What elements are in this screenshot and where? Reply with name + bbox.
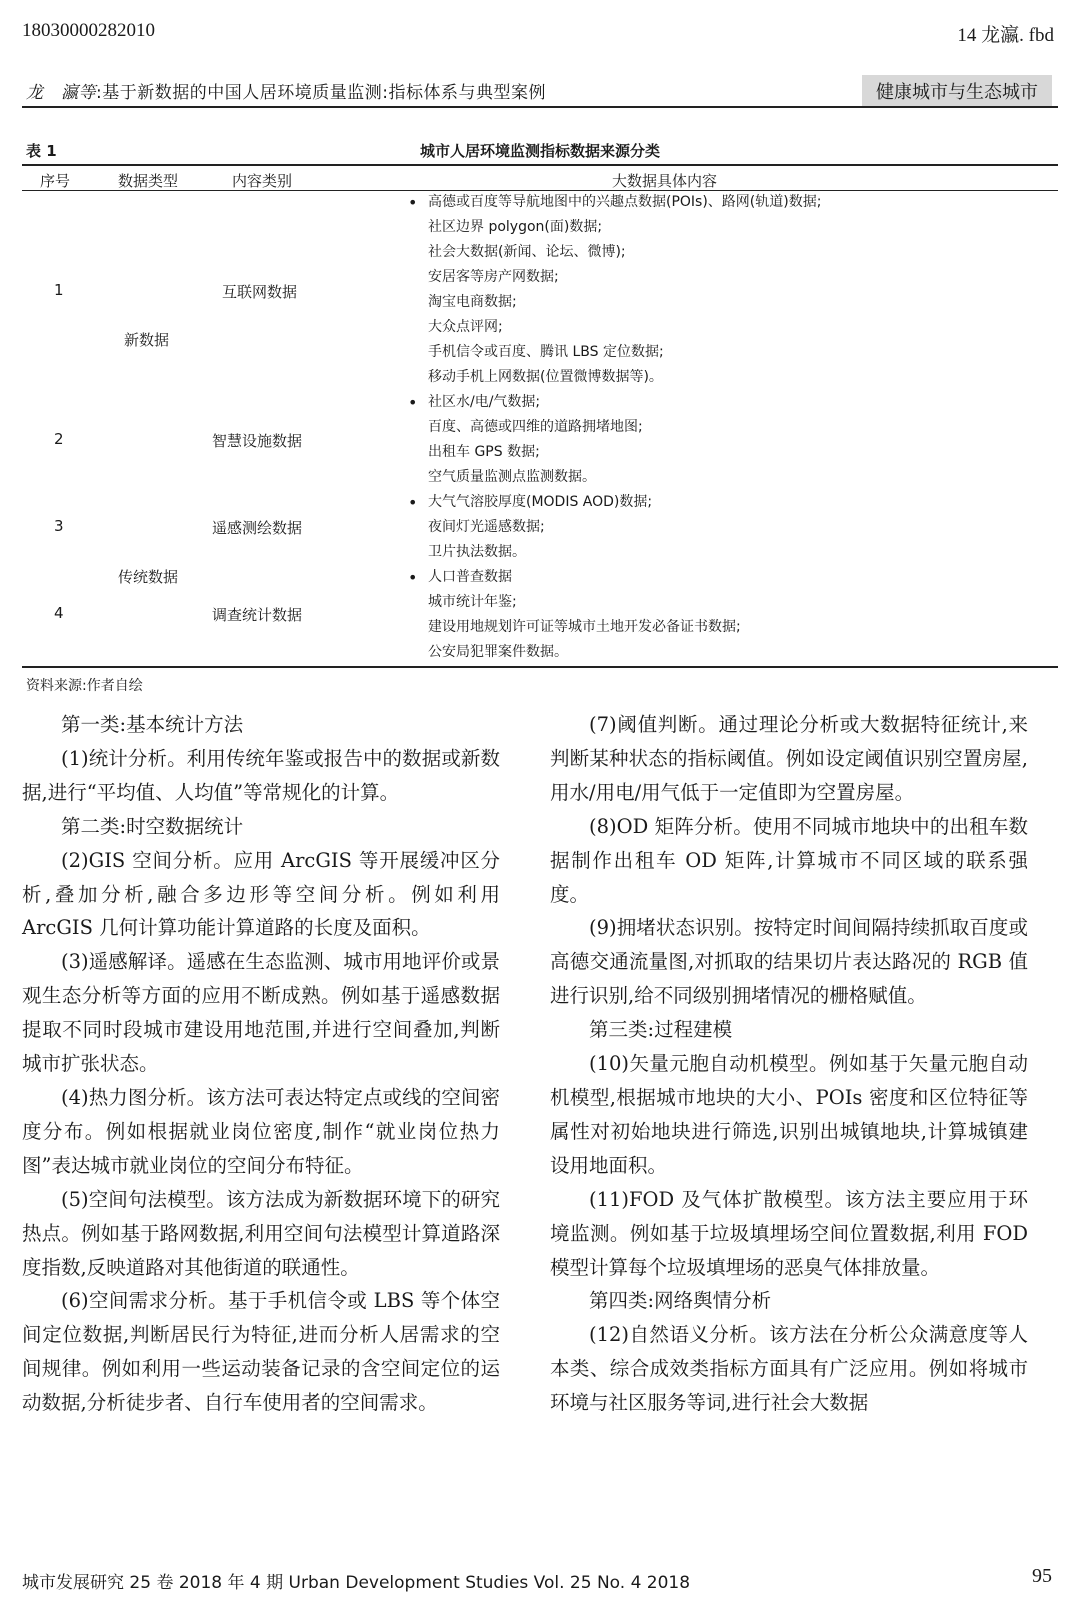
content-category: 互联网数据	[222, 283, 298, 301]
content-line: 大众点评网;	[428, 319, 503, 335]
paragraph: (6)空间需求分析。基于手机信令或 LBS 等个体空间定位数据,判断居民行为特征,进而分析人居需求的空间规律。例如利用一些运动装备记录的含空间定位的运动数据,分析徒步者、自行车使用者的空间需求。	[22, 1289, 500, 1415]
paragraph: (2)GIS 空间分析。应用 ArcGIS 等开展缓冲区分析,叠加分析,融合多边形等空间分析。例如利用 ArcGIS 几何计算功能计算道路的长度及面积。	[22, 848, 500, 940]
section-heading: 第三类:过程建模	[589, 1018, 733, 1042]
content-line: 卫片执法数据。	[428, 544, 526, 560]
table-bottom-rule	[22, 666, 1058, 668]
col-header-type: 数据类型	[118, 172, 179, 190]
paragraph: (9)拥堵状态识别。按特定时间间隔持续抓取百度或高德交通流量图,对抓取的结果切片表达路况的 RGB 值进行识别,给不同级别拥堵情况的栅格赋值。	[550, 916, 1028, 1008]
content-line: 公安局犯罪案件数据。	[428, 644, 568, 660]
content-line: 空气质量监测点监测数据。	[428, 469, 596, 485]
document-id: 18030000282010	[22, 20, 155, 41]
journal-footer: 城市发展研究 25 卷 2018 年 4 期 Urban Development Studies Vol. 25 No. 4 2018	[22, 1573, 691, 1593]
header-rule	[22, 106, 1058, 108]
content-category: 遥感测绘数据	[212, 519, 303, 537]
paragraph: (8)OD 矩阵分析。使用不同城市地块中的出租车数据制作出租车 OD 矩阵,计算城市不同区域的联系强度。	[550, 814, 1028, 906]
content-line: • 高德或百度等导航地图中的兴趣点数据(POIs)、路网(轨道)数据;	[428, 190, 821, 215]
row-number: 4	[54, 604, 64, 622]
table-label: 表 1	[26, 142, 57, 160]
paragraph: (7)阈值判断。通过理论分析或大数据特征统计,来判断某种状态的指标阈值。例如设定阈值识别空置房屋,用水/用电/用气低于一定值即为空置房屋。	[550, 713, 1028, 804]
file-name: 14 龙瀛. fbd	[957, 25, 1054, 46]
content-category: 调查统计数据	[212, 606, 303, 624]
section-heading: 第二类:时空数据统计	[61, 814, 244, 838]
content-line: 百度、高德或四维的道路拥堵地图;	[428, 419, 643, 435]
col-header-category: 内容类别	[232, 172, 293, 190]
content-line: • 人口普查数据	[428, 565, 512, 590]
table-source-note: 资料来源:作者自绘	[26, 678, 143, 694]
paragraph: (5)空间句法模型。该方法成为新数据环境下的研究热点。例如基于路网数据,利用空间句法模型计算道路深度指数,反映道路对其他街道的联通性。	[22, 1187, 500, 1279]
running-authors: 龙 瀛等	[26, 83, 96, 103]
content-line: 安居客等房产网数据;	[428, 269, 559, 285]
paragraph: (10)矢量元胞自动机模型。例如基于矢量元胞自动机模型,根据城市地块的大小、POIs 密度和区位特征等属性对初始地块进行筛选,识别出城镇地块,计算城镇建设用地面积。	[550, 1052, 1028, 1177]
col-header-no: 序号	[40, 172, 71, 190]
content-line: 社会大数据(新闻、论坛、微博);	[428, 244, 626, 260]
content-category: 智慧设施数据	[212, 432, 303, 450]
content-line: 建设用地规划许可证等城市土地开发必备证书数据;	[428, 619, 741, 635]
row-number: 2	[54, 430, 64, 448]
data-type-new: 新数据	[124, 331, 170, 349]
data-type-traditional: 传统数据	[118, 568, 179, 586]
content-line: 淘宝电商数据;	[428, 294, 517, 310]
content-line: 城市统计年鉴;	[428, 594, 517, 610]
table-top-rule	[22, 164, 1058, 166]
section-badge: 健康城市与生态城市	[862, 75, 1052, 107]
content-line: 出租车 GPS 数据;	[428, 444, 540, 460]
paragraph: (3)遥感解译。遥感在生态监测、城市用地评价或景观生态分析等方面的应用不断成熟。例如基于遥感数据提取不同时段城市建设用地范围,并进行空间叠加,判断城市扩张状态。	[22, 950, 500, 1076]
body-column-right	[550, 708, 1028, 1420]
running-title: :基于新数据的中国人居环境质量监测:指标体系与典型案例	[96, 83, 546, 103]
page-number: 95	[1032, 1565, 1052, 1587]
row-number: 3	[54, 517, 64, 535]
content-line: • 社区水/电/气数据;	[428, 390, 540, 415]
content-line: 社区边界 polygon(面)数据;	[428, 219, 603, 235]
content-line: • 大气气溶胶厚度(MODIS AOD)数据;	[428, 490, 652, 515]
paragraph: (12)自然语义分析。该方法在分析公众满意度等人本类、综合成效类指标方面具有广泛应用。例如将城市环境与社区服务等词,进行社会大数据	[550, 1323, 1028, 1415]
section-heading: 第一类:基本统计方法	[61, 713, 244, 736]
section-heading: 第四类:网络舆情分析	[589, 1289, 772, 1313]
running-header	[26, 78, 546, 103]
content-line: 夜间灯光遥感数据;	[428, 519, 545, 535]
paragraph: (1)统计分析。利用传统年鉴或报告中的数据或新数据,进行“平均值、人均值”等常规化的计算。	[22, 746, 500, 804]
col-header-content: 大数据具体内容	[612, 172, 718, 190]
table-title: 城市人居环境监测指标数据来源分类	[419, 142, 660, 160]
paragraph: (4)热力图分析。该方法可表达特定点或线的空间密度分布。例如根据就业岗位密度,制作“就业岗位热力图”表达城市就业岗位的空间分布特征。	[22, 1085, 500, 1177]
paragraph: (11)FOD 及气体扩散模型。该方法主要应用于环境监测。例如基于垃圾填埋场空间位置数据,利用 FOD 模型计算每个垃圾填埋场的恶臭气体排放量。	[550, 1187, 1028, 1279]
content-line: 移动手机上网数据(位置微博数据等)。	[428, 369, 663, 385]
content-line: 手机信令或百度、腾讯 LBS 定位数据;	[428, 344, 664, 360]
body-column-left	[22, 708, 500, 1420]
row-number: 1	[54, 281, 64, 299]
